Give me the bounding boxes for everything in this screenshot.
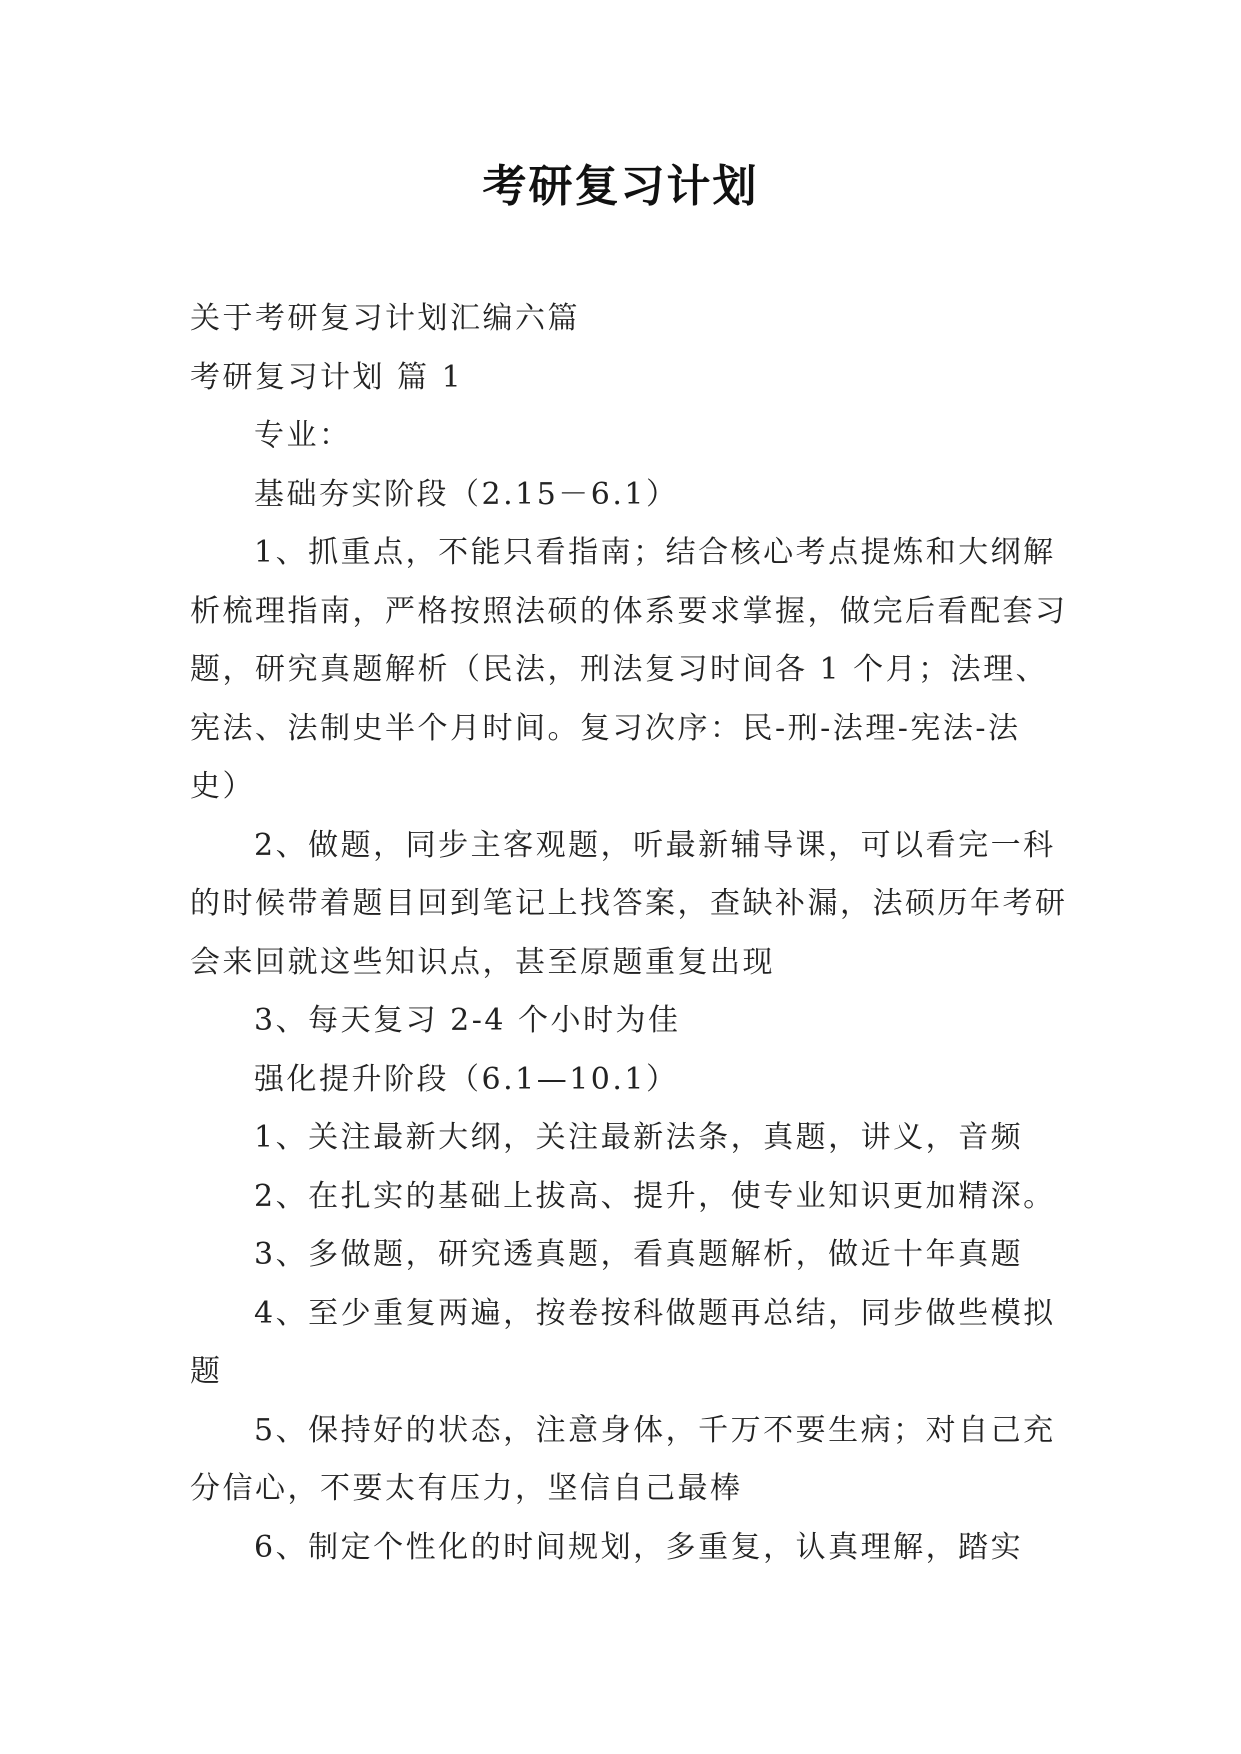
paragraph-strengthen-item-3: 3、多做题，研究透真题，看真题解析，做近十年真题 [254, 1237, 1024, 1272]
paragraph-category: 专业： [254, 418, 352, 453]
paragraph-section-heading: 考研复习计划 篇 1 [190, 359, 464, 395]
paragraph-foundation-item-3: 3、每天复习 2-4 个小时为佳 [254, 1003, 681, 1038]
paragraph-stage-foundation: 基础夯实阶段（2.15－6.1） [254, 476, 679, 512]
paragraph-strengthen-item-4: 4、至少重复两遍，按卷按科做题再总结，同步做些模拟题 [190, 1295, 1056, 1389]
paragraph-strengthen-item-5: 5、保持好的状态，注意身体，千万不要生病；对自己充分信心，不要太有压力，坚信自己最棒 [190, 1412, 1056, 1506]
paragraph-strengthen-item-2: 2、在扎实的基础上拔高、提升，使专业知识更加精深。 [254, 1178, 1056, 1214]
paragraph-subtitle: 关于考研复习计划汇编六篇 [190, 301, 580, 336]
paragraph-stage-strengthen: 强化提升阶段（6.1—10.1） [254, 1061, 679, 1097]
document-title: 考研复习计划 [482, 161, 759, 212]
paragraph-foundation-item-2: 2、做题，同步主客观题，听最新辅导课，可以看完一科的时候带着题目回到笔记上找答案，查缺补漏，法硕历年考研会来回就这些知识点，甚至原题重复出现 [190, 827, 1068, 980]
document-body [190, 290, 1070, 1577]
paragraph-strengthen-item-6: 6、制定个性化的时间规划，多重复，认真理解，踏实 [254, 1529, 1024, 1565]
paragraph-strengthen-item-1: 1、关注最新大纲，关注最新法条，真题，讲义，音频 [254, 1120, 1024, 1155]
paragraph-foundation-item-1: 1、抓重点，不能只看指南；结合核心考点提炼和大纲解析梳理指南，严格按照法硕的体系要求掌握，做完后看配套习题，研究真题解析（民法，刑法复习时间各 1 个月；法理、宪法、法制史半个月时间。复习次序：民-刑-法理-宪法-法史） [190, 535, 1068, 804]
